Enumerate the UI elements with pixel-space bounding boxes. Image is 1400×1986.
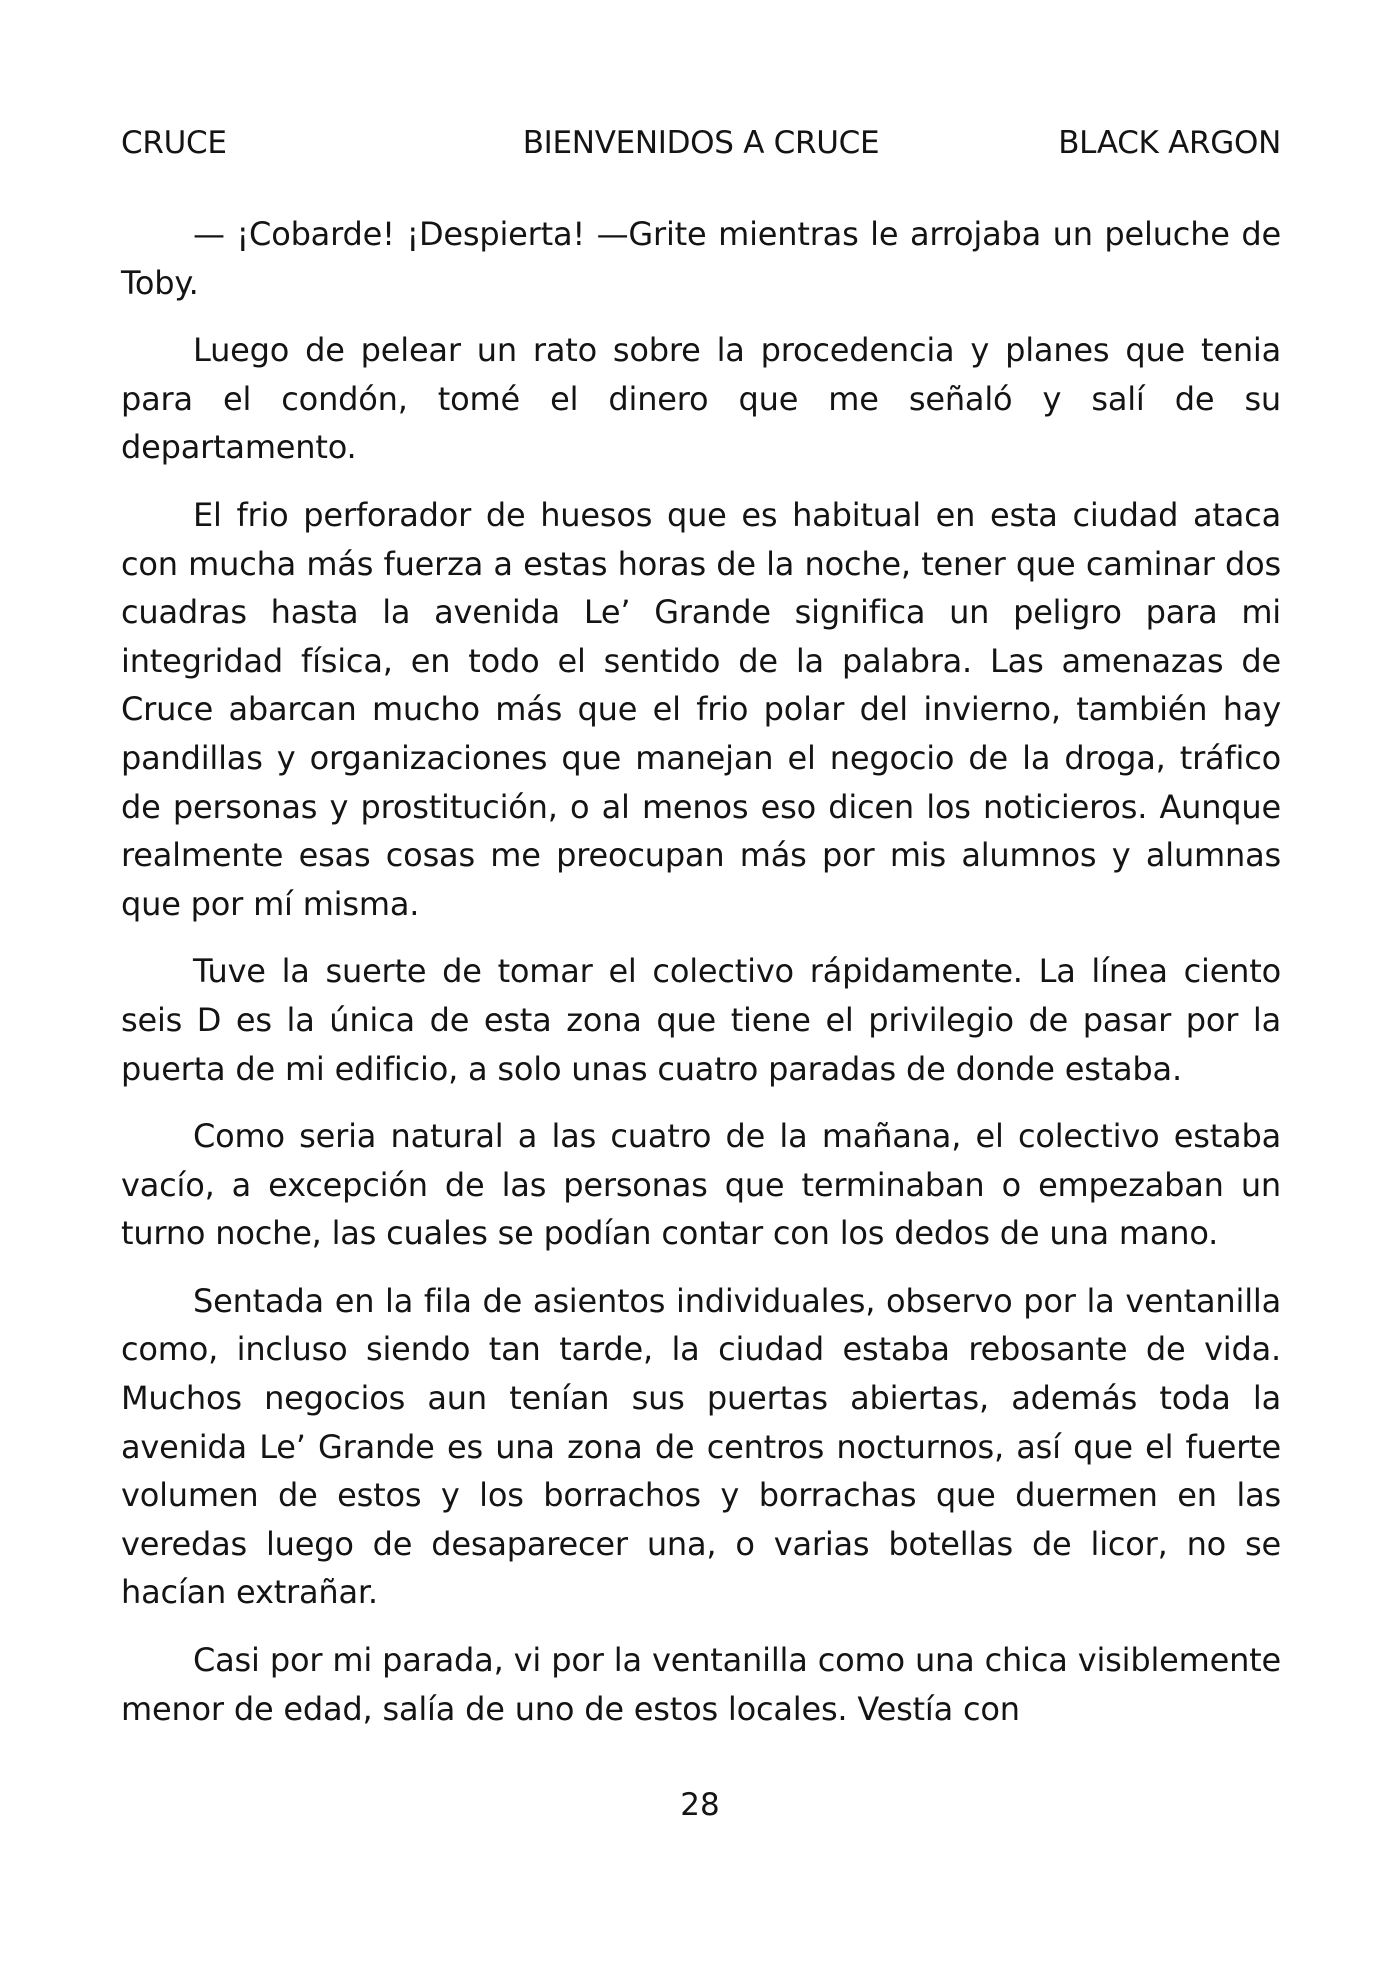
paragraph: Como seria natural a las cuatro de la mañana, el colectivo estaba vacío, a excepción de las personas que terminaban o empezaban un turno noche, las cuales se podían contar con los dedos de una mano. bbox=[121, 1117, 1281, 1253]
paragraph: El frio perforador de huesos que es habitual en esta ciudad ataca con mucha más fuerza a estas horas de la noche, tener que caminar dos cuadras hasta la avenida Le’ Grande significa un peligro para mi integridad física, en todo el sentido de la palabra. Las amenazas de Cruce abarcan mucho más que el frio polar del invierno, también hay pandillas y organizaciones que manejan el negocio de la droga, tráfico de personas y prostitución, o al menos eso dicen los noticieros. Aunque realmente esas cosas me preocupan más por mis alumnos y alumnas que por mí misma. bbox=[121, 495, 1281, 923]
paragraph: Luego de pelear un rato sobre la procedencia y planes que tenia para el condón, tomé el dinero que me señaló y salí de su departamento. bbox=[121, 331, 1281, 467]
header-chapter-title: BIENVENIDOS A CRUCE bbox=[522, 125, 880, 161]
body-text bbox=[121, 210, 1281, 1752]
paragraph: Casi por mi parada, vi por la ventanilla como una chica visiblemente menor de edad, salía de uno de estos locales. Vestía con bbox=[121, 1641, 1281, 1728]
page-number: 28 bbox=[680, 1787, 720, 1823]
paragraph: Tuve la suerte de tomar el colectivo rápidamente. La línea ciento seis D es la única de esta zona que tiene el privilegio de pasar por la puerta de mi edificio, a solo unas cuatro paradas de donde estaba. bbox=[121, 952, 1281, 1088]
header-book-title: CRUCE bbox=[121, 125, 227, 161]
paragraph: Sentada en la fila de asientos individuales, observo por la ventanilla como, incluso siendo tan tarde, la ciudad estaba rebosante de vida. Muchos negocios aun tenían sus puertas abiertas, además toda la avenida Le’ Grande es una zona de centros nocturnos, así que el fuerte volumen de estos y los borrachos y borrachas que duermen en las veredas luego de desaparecer una, o varias botellas de licor, no se hacían extrañar. bbox=[121, 1281, 1281, 1612]
running-header bbox=[121, 120, 1281, 166]
header-author: BLACK ARGON bbox=[1058, 125, 1281, 161]
paragraph: — ¡Cobarde! ¡Despierta! —Grite mientras le arrojaba un peluche de Toby. bbox=[121, 215, 1281, 302]
